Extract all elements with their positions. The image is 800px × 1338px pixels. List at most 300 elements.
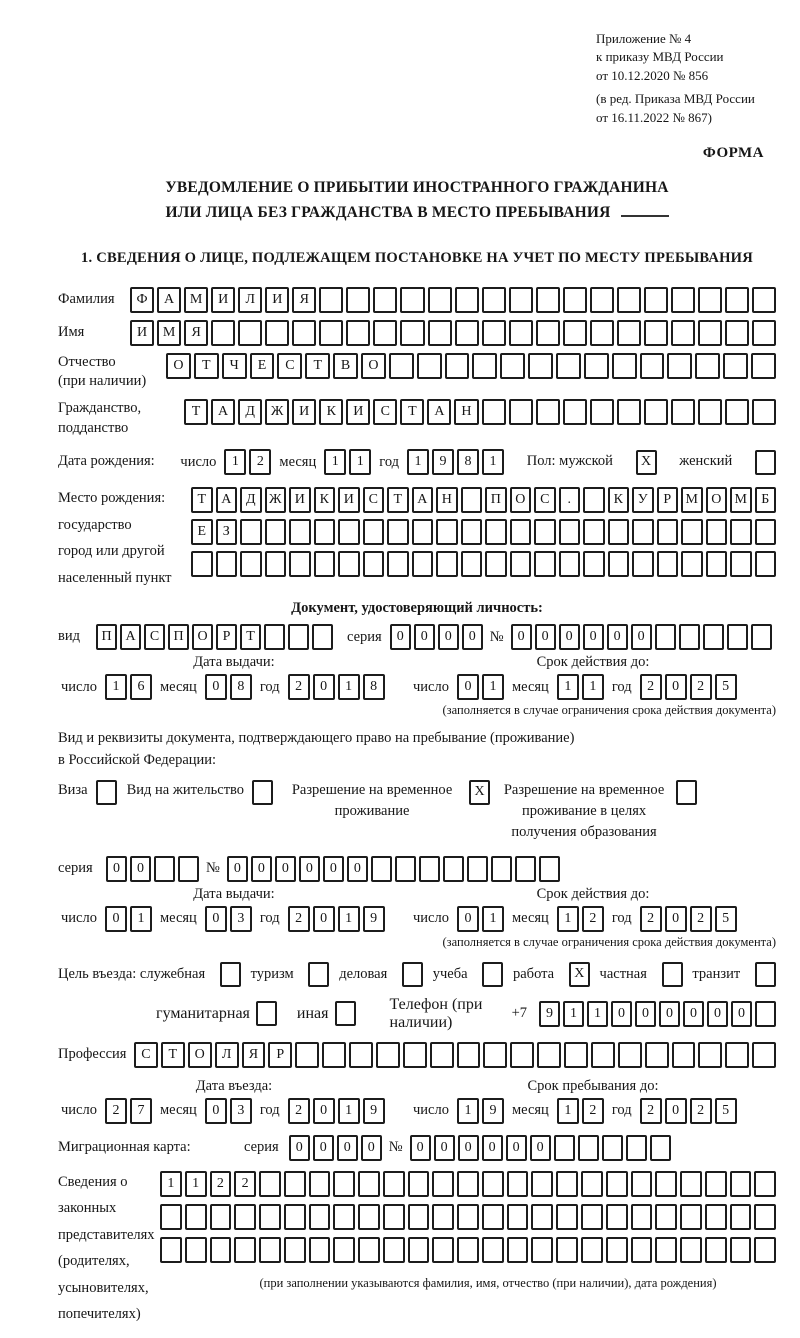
char-cell[interactable] bbox=[309, 1204, 331, 1230]
char-cell[interactable]: 2 bbox=[690, 906, 712, 932]
char-cell[interactable]: 0 bbox=[462, 624, 483, 650]
char-cell[interactable]: Ж bbox=[265, 399, 289, 425]
char-cell[interactable] bbox=[387, 551, 409, 577]
char-cell[interactable]: 3 bbox=[230, 1098, 252, 1124]
char-cell[interactable] bbox=[644, 287, 668, 313]
temporary-residence-checkbox[interactable]: X bbox=[469, 780, 490, 805]
char-cell[interactable] bbox=[346, 320, 370, 346]
char-cell[interactable] bbox=[617, 320, 641, 346]
char-cell[interactable]: 0 bbox=[635, 1001, 656, 1027]
char-cell[interactable] bbox=[655, 1237, 677, 1263]
char-cell[interactable] bbox=[698, 1042, 722, 1068]
char-cell[interactable]: 1 bbox=[105, 674, 127, 700]
char-cell[interactable]: Л bbox=[215, 1042, 239, 1068]
char-cell[interactable] bbox=[727, 624, 748, 650]
char-cell[interactable] bbox=[443, 856, 464, 882]
char-cell[interactable] bbox=[752, 399, 776, 425]
char-cell[interactable]: 5 bbox=[715, 674, 737, 700]
char-cell[interactable] bbox=[723, 353, 748, 379]
char-cell[interactable]: 0 bbox=[665, 906, 687, 932]
char-cell[interactable]: 0 bbox=[361, 1135, 382, 1161]
char-cell[interactable] bbox=[591, 1042, 615, 1068]
char-cell[interactable]: П bbox=[96, 624, 117, 650]
char-cell[interactable]: Н bbox=[454, 399, 478, 425]
char-cell[interactable] bbox=[705, 1237, 727, 1263]
char-cell[interactable]: Е bbox=[191, 519, 213, 545]
char-cell[interactable] bbox=[509, 320, 533, 346]
char-cell[interactable] bbox=[160, 1204, 182, 1230]
char-cell[interactable]: 2 bbox=[582, 1098, 604, 1124]
char-cell[interactable] bbox=[461, 487, 483, 513]
char-cell[interactable] bbox=[554, 1135, 575, 1161]
char-cell[interactable] bbox=[461, 519, 483, 545]
char-cell[interactable]: О bbox=[510, 487, 532, 513]
char-cell[interactable] bbox=[457, 1204, 479, 1230]
char-cell[interactable] bbox=[412, 519, 434, 545]
char-cell[interactable] bbox=[403, 1042, 427, 1068]
char-cell[interactable]: 0 bbox=[313, 674, 335, 700]
char-cell[interactable]: З bbox=[216, 519, 238, 545]
char-cell[interactable] bbox=[436, 519, 458, 545]
char-cell[interactable] bbox=[259, 1204, 281, 1230]
char-cell[interactable] bbox=[655, 1204, 677, 1230]
char-cell[interactable] bbox=[408, 1171, 430, 1197]
char-cell[interactable]: 0 bbox=[337, 1135, 358, 1161]
char-cell[interactable] bbox=[606, 1237, 628, 1263]
char-cell[interactable] bbox=[752, 320, 776, 346]
purpose-transit-checkbox[interactable] bbox=[755, 962, 776, 987]
char-cell[interactable] bbox=[455, 287, 479, 313]
char-cell[interactable] bbox=[265, 551, 287, 577]
char-cell[interactable] bbox=[309, 1237, 331, 1263]
char-cell[interactable] bbox=[752, 287, 776, 313]
char-cell[interactable]: 0 bbox=[105, 906, 127, 932]
char-cell[interactable]: Ж bbox=[265, 487, 287, 513]
char-cell[interactable]: Л bbox=[238, 287, 262, 313]
char-cell[interactable]: 0 bbox=[530, 1135, 551, 1161]
char-cell[interactable]: Е bbox=[250, 353, 275, 379]
char-cell[interactable] bbox=[631, 1237, 653, 1263]
char-cell[interactable]: 0 bbox=[506, 1135, 527, 1161]
char-cell[interactable]: П bbox=[485, 487, 507, 513]
char-cell[interactable] bbox=[417, 353, 442, 379]
char-cell[interactable]: 0 bbox=[583, 624, 604, 650]
char-cell[interactable] bbox=[681, 519, 703, 545]
char-cell[interactable]: Т bbox=[305, 353, 330, 379]
char-cell[interactable] bbox=[584, 353, 609, 379]
char-cell[interactable] bbox=[160, 1237, 182, 1263]
char-cell[interactable]: А bbox=[211, 399, 235, 425]
char-cell[interactable]: Р bbox=[216, 624, 237, 650]
char-cell[interactable]: 0 bbox=[205, 674, 227, 700]
char-cell[interactable]: 0 bbox=[275, 856, 296, 882]
char-cell[interactable]: Ч bbox=[222, 353, 247, 379]
char-cell[interactable] bbox=[265, 519, 287, 545]
char-cell[interactable] bbox=[559, 551, 581, 577]
char-cell[interactable] bbox=[436, 551, 458, 577]
char-cell[interactable]: И bbox=[338, 487, 360, 513]
char-cell[interactable]: 0 bbox=[511, 624, 532, 650]
char-cell[interactable] bbox=[536, 287, 560, 313]
sex-male-checkbox[interactable]: X bbox=[636, 450, 657, 475]
char-cell[interactable]: 5 bbox=[715, 906, 737, 932]
char-cell[interactable]: К bbox=[319, 399, 343, 425]
char-cell[interactable] bbox=[671, 399, 695, 425]
char-cell[interactable]: М bbox=[157, 320, 181, 346]
char-cell[interactable] bbox=[373, 320, 397, 346]
char-cell[interactable]: Ф bbox=[130, 287, 154, 313]
char-cell[interactable] bbox=[185, 1204, 207, 1230]
char-cell[interactable] bbox=[358, 1171, 380, 1197]
char-cell[interactable]: 0 bbox=[289, 1135, 310, 1161]
char-cell[interactable] bbox=[583, 551, 605, 577]
char-cell[interactable] bbox=[234, 1204, 256, 1230]
char-cell[interactable]: К bbox=[314, 487, 336, 513]
char-cell[interactable] bbox=[500, 353, 525, 379]
char-cell[interactable]: Д bbox=[240, 487, 262, 513]
char-cell[interactable] bbox=[706, 519, 728, 545]
char-cell[interactable] bbox=[531, 1237, 553, 1263]
char-cell[interactable]: И bbox=[289, 487, 311, 513]
char-cell[interactable]: 2 bbox=[640, 1098, 662, 1124]
char-cell[interactable]: 0 bbox=[313, 1098, 335, 1124]
char-cell[interactable] bbox=[457, 1171, 479, 1197]
char-cell[interactable]: 1 bbox=[582, 674, 604, 700]
char-cell[interactable]: С bbox=[134, 1042, 158, 1068]
char-cell[interactable]: 1 bbox=[324, 449, 346, 475]
char-cell[interactable]: 1 bbox=[338, 1098, 360, 1124]
char-cell[interactable]: М bbox=[681, 487, 703, 513]
char-cell[interactable]: 1 bbox=[160, 1171, 182, 1197]
char-cell[interactable]: 1 bbox=[482, 906, 504, 932]
char-cell[interactable]: 0 bbox=[313, 906, 335, 932]
char-cell[interactable] bbox=[534, 551, 556, 577]
char-cell[interactable]: . bbox=[559, 487, 581, 513]
char-cell[interactable] bbox=[608, 519, 630, 545]
char-cell[interactable]: 2 bbox=[582, 906, 604, 932]
char-cell[interactable] bbox=[754, 1237, 776, 1263]
char-cell[interactable]: 0 bbox=[205, 906, 227, 932]
char-cell[interactable] bbox=[288, 624, 309, 650]
char-cell[interactable] bbox=[485, 551, 507, 577]
char-cell[interactable] bbox=[284, 1204, 306, 1230]
char-cell[interactable] bbox=[730, 1204, 752, 1230]
char-cell[interactable] bbox=[510, 519, 532, 545]
char-cell[interactable]: О bbox=[361, 353, 386, 379]
char-cell[interactable] bbox=[191, 551, 213, 577]
char-cell[interactable] bbox=[259, 1237, 281, 1263]
char-cell[interactable] bbox=[583, 519, 605, 545]
char-cell[interactable]: И bbox=[265, 287, 289, 313]
visa-checkbox[interactable] bbox=[96, 780, 117, 805]
char-cell[interactable] bbox=[322, 1042, 346, 1068]
char-cell[interactable] bbox=[556, 353, 581, 379]
char-cell[interactable] bbox=[655, 624, 676, 650]
char-cell[interactable]: 0 bbox=[299, 856, 320, 882]
char-cell[interactable]: Я bbox=[184, 320, 208, 346]
char-cell[interactable]: 0 bbox=[535, 624, 556, 650]
char-cell[interactable] bbox=[482, 1237, 504, 1263]
char-cell[interactable]: 5 bbox=[715, 1098, 737, 1124]
char-cell[interactable]: Т bbox=[191, 487, 213, 513]
char-cell[interactable]: 0 bbox=[457, 674, 479, 700]
char-cell[interactable] bbox=[383, 1237, 405, 1263]
char-cell[interactable]: О bbox=[166, 353, 191, 379]
char-cell[interactable]: 1 bbox=[338, 674, 360, 700]
char-cell[interactable] bbox=[608, 551, 630, 577]
char-cell[interactable] bbox=[292, 320, 316, 346]
char-cell[interactable] bbox=[461, 551, 483, 577]
char-cell[interactable] bbox=[631, 1204, 653, 1230]
char-cell[interactable] bbox=[706, 551, 728, 577]
char-cell[interactable]: Я bbox=[292, 287, 316, 313]
char-cell[interactable] bbox=[509, 399, 533, 425]
char-cell[interactable] bbox=[371, 856, 392, 882]
char-cell[interactable]: 0 bbox=[205, 1098, 227, 1124]
char-cell[interactable] bbox=[154, 856, 175, 882]
char-cell[interactable]: 0 bbox=[434, 1135, 455, 1161]
char-cell[interactable]: 0 bbox=[313, 1135, 334, 1161]
char-cell[interactable]: 6 bbox=[130, 674, 152, 700]
char-cell[interactable] bbox=[672, 1042, 696, 1068]
char-cell[interactable]: А bbox=[216, 487, 238, 513]
char-cell[interactable] bbox=[631, 1171, 653, 1197]
char-cell[interactable] bbox=[319, 287, 343, 313]
char-cell[interactable] bbox=[346, 287, 370, 313]
char-cell[interactable] bbox=[408, 1204, 430, 1230]
char-cell[interactable]: 1 bbox=[407, 449, 429, 475]
char-cell[interactable] bbox=[216, 551, 238, 577]
char-cell[interactable] bbox=[314, 519, 336, 545]
char-cell[interactable] bbox=[730, 519, 752, 545]
purpose-study-checkbox[interactable] bbox=[482, 962, 503, 987]
char-cell[interactable] bbox=[556, 1237, 578, 1263]
char-cell[interactable]: 0 bbox=[683, 1001, 704, 1027]
char-cell[interactable]: А bbox=[157, 287, 181, 313]
char-cell[interactable]: Т bbox=[194, 353, 219, 379]
char-cell[interactable] bbox=[482, 1171, 504, 1197]
sex-female-checkbox[interactable] bbox=[755, 450, 776, 475]
char-cell[interactable]: 1 bbox=[557, 906, 579, 932]
char-cell[interactable]: С bbox=[277, 353, 302, 379]
char-cell[interactable] bbox=[234, 1237, 256, 1263]
char-cell[interactable] bbox=[333, 1237, 355, 1263]
char-cell[interactable]: Т bbox=[184, 399, 208, 425]
char-cell[interactable] bbox=[539, 856, 560, 882]
char-cell[interactable]: 1 bbox=[557, 1098, 579, 1124]
residence-permit-checkbox[interactable] bbox=[252, 780, 273, 805]
char-cell[interactable]: С bbox=[144, 624, 165, 650]
char-cell[interactable]: 2 bbox=[640, 906, 662, 932]
char-cell[interactable] bbox=[485, 519, 507, 545]
char-cell[interactable]: 1 bbox=[457, 1098, 479, 1124]
char-cell[interactable]: 2 bbox=[249, 449, 271, 475]
char-cell[interactable]: 0 bbox=[438, 624, 459, 650]
char-cell[interactable] bbox=[338, 519, 360, 545]
char-cell[interactable] bbox=[445, 353, 470, 379]
char-cell[interactable] bbox=[457, 1042, 481, 1068]
char-cell[interactable] bbox=[751, 353, 776, 379]
char-cell[interactable] bbox=[338, 551, 360, 577]
char-cell[interactable]: А bbox=[412, 487, 434, 513]
char-cell[interactable]: М bbox=[184, 287, 208, 313]
char-cell[interactable] bbox=[482, 1204, 504, 1230]
char-cell[interactable] bbox=[467, 856, 488, 882]
char-cell[interactable] bbox=[333, 1204, 355, 1230]
char-cell[interactable]: 9 bbox=[432, 449, 454, 475]
char-cell[interactable] bbox=[400, 287, 424, 313]
char-cell[interactable] bbox=[578, 1135, 599, 1161]
char-cell[interactable]: О bbox=[192, 624, 213, 650]
char-cell[interactable] bbox=[507, 1237, 529, 1263]
char-cell[interactable]: 0 bbox=[106, 856, 127, 882]
char-cell[interactable] bbox=[536, 320, 560, 346]
char-cell[interactable] bbox=[383, 1204, 405, 1230]
char-cell[interactable]: 0 bbox=[631, 624, 652, 650]
char-cell[interactable]: 1 bbox=[563, 1001, 584, 1027]
char-cell[interactable] bbox=[178, 856, 199, 882]
char-cell[interactable]: С bbox=[534, 487, 556, 513]
char-cell[interactable]: Т bbox=[240, 624, 261, 650]
char-cell[interactable] bbox=[563, 320, 587, 346]
char-cell[interactable]: 0 bbox=[323, 856, 344, 882]
char-cell[interactable] bbox=[457, 1237, 479, 1263]
char-cell[interactable]: 0 bbox=[659, 1001, 680, 1027]
char-cell[interactable] bbox=[755, 551, 777, 577]
char-cell[interactable]: И bbox=[346, 399, 370, 425]
char-cell[interactable] bbox=[536, 399, 560, 425]
char-cell[interactable] bbox=[644, 320, 668, 346]
char-cell[interactable] bbox=[730, 1237, 752, 1263]
char-cell[interactable] bbox=[754, 1171, 776, 1197]
char-cell[interactable] bbox=[408, 1237, 430, 1263]
char-cell[interactable] bbox=[528, 353, 553, 379]
char-cell[interactable] bbox=[705, 1171, 727, 1197]
char-cell[interactable]: 1 bbox=[587, 1001, 608, 1027]
char-cell[interactable] bbox=[657, 551, 679, 577]
char-cell[interactable]: 0 bbox=[611, 1001, 632, 1027]
char-cell[interactable] bbox=[264, 624, 285, 650]
char-cell[interactable] bbox=[387, 519, 409, 545]
char-cell[interactable]: 1 bbox=[482, 449, 504, 475]
char-cell[interactable] bbox=[389, 353, 414, 379]
char-cell[interactable]: 2 bbox=[105, 1098, 127, 1124]
char-cell[interactable] bbox=[754, 1204, 776, 1230]
char-cell[interactable]: 2 bbox=[210, 1171, 232, 1197]
char-cell[interactable] bbox=[240, 519, 262, 545]
char-cell[interactable] bbox=[515, 856, 536, 882]
char-cell[interactable] bbox=[509, 287, 533, 313]
char-cell[interactable] bbox=[581, 1237, 603, 1263]
char-cell[interactable]: 9 bbox=[363, 1098, 385, 1124]
char-cell[interactable] bbox=[563, 287, 587, 313]
char-cell[interactable] bbox=[400, 320, 424, 346]
char-cell[interactable] bbox=[507, 1204, 529, 1230]
char-cell[interactable]: 2 bbox=[234, 1171, 256, 1197]
char-cell[interactable]: 0 bbox=[410, 1135, 431, 1161]
char-cell[interactable] bbox=[617, 399, 641, 425]
char-cell[interactable] bbox=[428, 320, 452, 346]
char-cell[interactable]: 0 bbox=[457, 906, 479, 932]
char-cell[interactable] bbox=[590, 320, 614, 346]
char-cell[interactable]: 2 bbox=[690, 674, 712, 700]
char-cell[interactable] bbox=[681, 551, 703, 577]
char-cell[interactable] bbox=[482, 399, 506, 425]
char-cell[interactable]: Н bbox=[436, 487, 458, 513]
purpose-private-checkbox[interactable] bbox=[662, 962, 683, 987]
char-cell[interactable] bbox=[455, 320, 479, 346]
char-cell[interactable] bbox=[289, 519, 311, 545]
char-cell[interactable]: 2 bbox=[640, 674, 662, 700]
char-cell[interactable] bbox=[483, 1042, 507, 1068]
char-cell[interactable] bbox=[755, 1001, 776, 1027]
char-cell[interactable] bbox=[556, 1171, 578, 1197]
char-cell[interactable] bbox=[602, 1135, 623, 1161]
char-cell[interactable] bbox=[583, 487, 605, 513]
char-cell[interactable] bbox=[363, 551, 385, 577]
char-cell[interactable] bbox=[210, 1237, 232, 1263]
char-cell[interactable] bbox=[534, 519, 556, 545]
char-cell[interactable]: 8 bbox=[457, 449, 479, 475]
char-cell[interactable]: 1 bbox=[482, 674, 504, 700]
purpose-tourism-checkbox[interactable] bbox=[308, 962, 329, 987]
char-cell[interactable] bbox=[755, 519, 777, 545]
purpose-official-checkbox[interactable] bbox=[220, 962, 241, 987]
purpose-humanitarian-checkbox[interactable] bbox=[256, 1001, 277, 1026]
char-cell[interactable] bbox=[510, 551, 532, 577]
char-cell[interactable] bbox=[419, 856, 440, 882]
char-cell[interactable] bbox=[210, 1204, 232, 1230]
char-cell[interactable] bbox=[640, 353, 665, 379]
char-cell[interactable]: О bbox=[706, 487, 728, 513]
char-cell[interactable]: Т bbox=[161, 1042, 185, 1068]
char-cell[interactable]: 1 bbox=[185, 1171, 207, 1197]
char-cell[interactable] bbox=[349, 1042, 373, 1068]
char-cell[interactable]: 0 bbox=[347, 856, 368, 882]
education-residence-checkbox[interactable] bbox=[676, 780, 697, 805]
char-cell[interactable]: 0 bbox=[227, 856, 248, 882]
char-cell[interactable] bbox=[537, 1042, 561, 1068]
char-cell[interactable] bbox=[680, 1204, 702, 1230]
char-cell[interactable] bbox=[428, 287, 452, 313]
char-cell[interactable]: 0 bbox=[458, 1135, 479, 1161]
char-cell[interactable]: 0 bbox=[559, 624, 580, 650]
char-cell[interactable] bbox=[333, 1171, 355, 1197]
char-cell[interactable] bbox=[472, 353, 497, 379]
char-cell[interactable] bbox=[531, 1171, 553, 1197]
char-cell[interactable] bbox=[531, 1204, 553, 1230]
char-cell[interactable]: 1 bbox=[338, 906, 360, 932]
char-cell[interactable]: 2 bbox=[288, 674, 310, 700]
char-cell[interactable]: И bbox=[211, 287, 235, 313]
char-cell[interactable] bbox=[730, 1171, 752, 1197]
char-cell[interactable]: 8 bbox=[230, 674, 252, 700]
char-cell[interactable]: 0 bbox=[607, 624, 628, 650]
char-cell[interactable]: Р bbox=[268, 1042, 292, 1068]
char-cell[interactable] bbox=[590, 399, 614, 425]
char-cell[interactable] bbox=[606, 1204, 628, 1230]
char-cell[interactable] bbox=[725, 320, 749, 346]
char-cell[interactable]: Б bbox=[755, 487, 777, 513]
char-cell[interactable] bbox=[314, 551, 336, 577]
char-cell[interactable]: 1 bbox=[557, 674, 579, 700]
char-cell[interactable] bbox=[667, 353, 692, 379]
char-cell[interactable] bbox=[644, 399, 668, 425]
char-cell[interactable] bbox=[373, 287, 397, 313]
char-cell[interactable] bbox=[430, 1042, 454, 1068]
char-cell[interactable] bbox=[725, 399, 749, 425]
char-cell[interactable]: Т bbox=[400, 399, 424, 425]
